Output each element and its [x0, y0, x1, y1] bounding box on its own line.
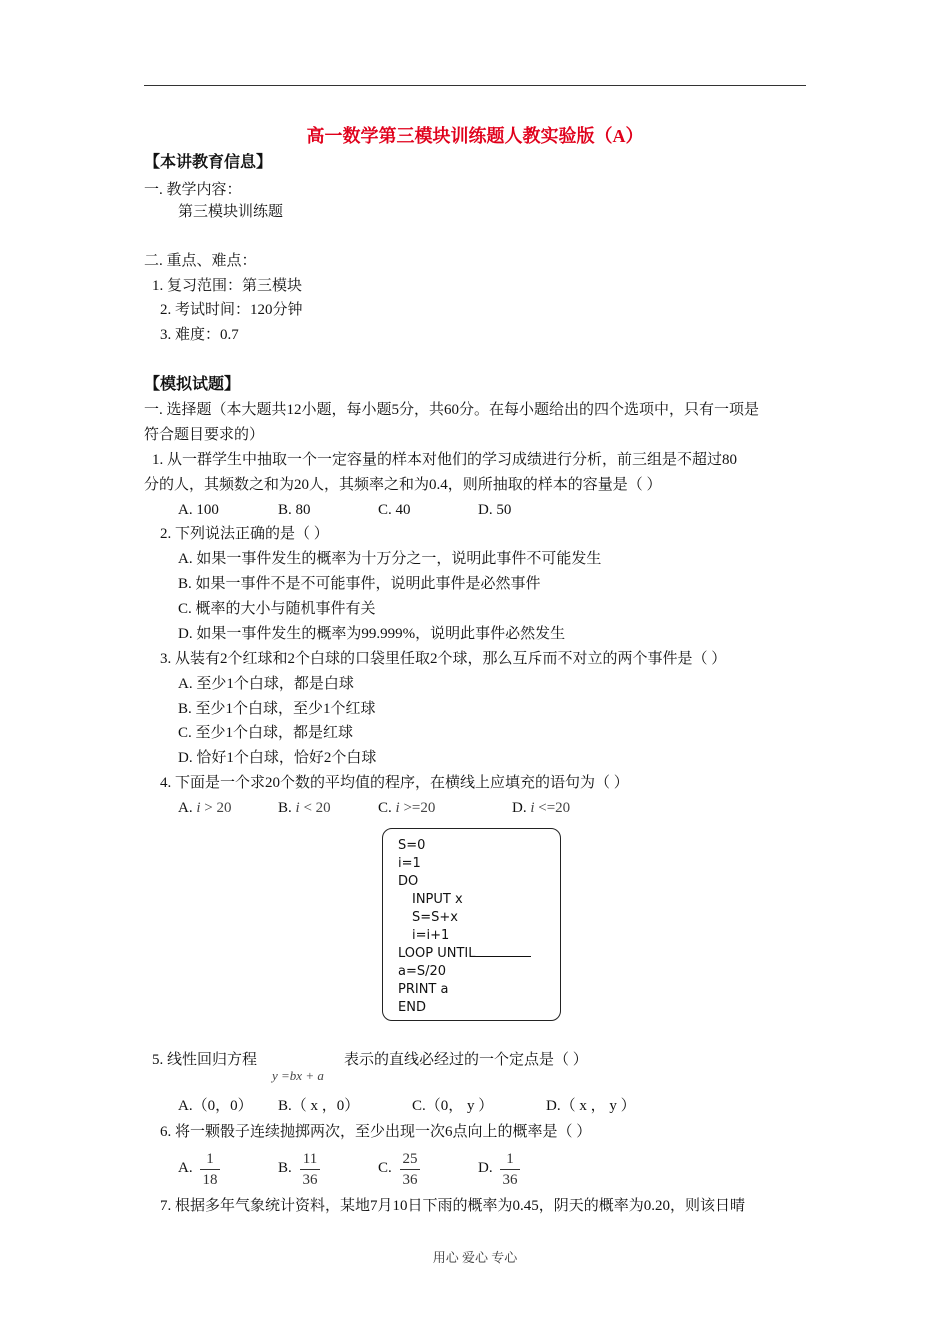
q6-option-c-fraction: [398, 1150, 422, 1189]
header-rule: [144, 85, 806, 86]
q6-option-a-label: A.: [178, 1160, 193, 1176]
q1-option-a: A. 100: [178, 502, 219, 518]
key-heading: 二. 重点、难点：: [144, 253, 257, 269]
q3-option-c: C. 至少1个白球，都是红球: [178, 725, 354, 741]
section-info-heading: 【本讲教育信息】: [144, 154, 273, 171]
q6-stem: 6. 将一颗骰子连续抛掷两次，至少出现一次6点向上的概率是（ ）: [160, 1124, 592, 1140]
q3-option-a: A. 至少1个白球，都是白球: [178, 676, 354, 692]
section-test-heading: 【模拟试题】: [144, 376, 241, 393]
q6-option-c-label: C.: [378, 1160, 392, 1176]
q6-b-denominator: 36: [302, 1172, 318, 1188]
q5-option-a: A.（0，0）: [178, 1098, 253, 1114]
content-heading: 一. 教学内容：: [144, 182, 242, 198]
q1-option-b: B. 80: [278, 502, 311, 518]
choice-intro-line-1: 一. 选择题（本大题共12小题，每小题5分，共60分。在每小题给出的四个选项中，只有一项是: [144, 402, 760, 418]
q4-option-c: [378, 798, 435, 818]
q6-option-d-label: D.: [478, 1160, 493, 1176]
q4-option-a-rest: > 20: [200, 800, 232, 816]
q1-option-c: C. 40: [378, 502, 411, 518]
q6-d-denominator: 36: [502, 1172, 518, 1188]
q4-option-a-label: A.: [178, 800, 193, 816]
fraction-bar: [500, 1169, 520, 1170]
program-line-9: PRINT a: [398, 982, 449, 997]
q6-b-numerator: 11: [302, 1151, 318, 1167]
program-line-5: S=S+x: [412, 910, 458, 925]
q6-c-denominator: 36: [402, 1172, 418, 1188]
program-line-10: END: [398, 1000, 426, 1015]
q1-option-d: D. 50: [478, 502, 512, 518]
q1-stem-line-2: 分的人，其频数之和为20人，其频率之和为0.4，则所抽取的样本的容量是（ ）: [144, 477, 662, 493]
q3-option-d: D. 恰好1个白球，恰好2个白球: [178, 750, 377, 766]
q2-option-a: A. 如果一事件发生的概率为十万分之一，说明此事件不可能发生: [178, 551, 602, 567]
q6-option-b-label: B.: [278, 1160, 292, 1176]
q5-equation: y =bx + a: [272, 1068, 324, 1083]
fraction-bar: [300, 1169, 320, 1170]
q4-option-d-rest: <=20: [534, 800, 571, 816]
document-title: 高一数学第三模块训练题人教实验版（A）: [306, 126, 644, 146]
q6-a-numerator: 1: [206, 1151, 214, 1167]
q4-option-d-var: i: [530, 800, 535, 816]
q6-option-b-fraction: [298, 1150, 322, 1189]
q4-option-c-var: i: [395, 800, 400, 816]
q6-option-d-fraction: [498, 1150, 522, 1189]
q4-option-c-label: C.: [378, 800, 392, 816]
page-footer: 用心 爱心 专心: [432, 1250, 518, 1265]
q2-option-b: B. 如果一事件不是不可能事件，说明此事件是必然事件: [178, 576, 541, 592]
q4-option-b-rest: < 20: [299, 800, 331, 816]
q7-stem: 7. 根据多年气象统计资料，某地7月10日下雨的概率为0.45，阴天的概率为0.20，则该日晴: [160, 1198, 746, 1214]
q2-option-d: D. 如果一事件发生的概率为99.999%，说明此事件必然发生: [178, 626, 566, 642]
program-loop-until: LOOP UNTIL: [398, 946, 476, 961]
q6-a-denominator: 18: [202, 1172, 218, 1188]
q6-d-numerator: 1: [506, 1151, 514, 1167]
q4-stem: 4. 下面是一个求20个数的平均值的程序，在横线上应填充的语句为（ ）: [160, 775, 629, 791]
key-item-2: 2. 考试时间：120分钟: [160, 302, 303, 318]
q5-stem-right: 表示的直线必经过的一个定点是（ ）: [344, 1052, 588, 1068]
q4-option-c-rest: >=20: [399, 800, 436, 816]
q5-option-b: B.（ x ，0）: [278, 1098, 360, 1114]
q6-option-a-fraction: [198, 1150, 222, 1189]
q5-option-d: D.（ x ， y ）: [546, 1098, 636, 1114]
program-line-3: DO: [398, 874, 419, 889]
choice-intro-line-2: 符合题目要求的）: [144, 427, 265, 443]
q4-option-a-var: i: [196, 800, 201, 816]
q1-stem-line-1: 1. 从一群学生中抽取一个一定容量的样本对他们的学习成绩进行分析，前三组是不超过80: [152, 452, 738, 468]
key-item-3: 3. 难度：0.7: [160, 327, 239, 343]
q4-option-b-var: i: [295, 800, 300, 816]
q4-option-b: [278, 798, 331, 818]
program-line-6: i=i+1: [412, 928, 450, 943]
q5-stem-left: 5. 线性回归方程: [152, 1052, 258, 1068]
q4-option-b-label: B.: [278, 800, 292, 816]
q2-stem: 2. 下列说法正确的是（ ）: [160, 526, 329, 542]
q5-option-c: C.（0， y ）: [412, 1098, 494, 1114]
fraction-bar: [200, 1169, 220, 1170]
q4-option-a: [178, 798, 231, 818]
q4-option-d: [512, 798, 570, 818]
content-text: 第三模块训练题: [178, 204, 284, 220]
program-line-4: INPUT x: [412, 892, 463, 907]
fraction-bar: [400, 1169, 420, 1170]
q3-option-b: B. 至少1个白球，至少1个红球: [178, 701, 376, 717]
q6-c-numerator: 25: [402, 1151, 418, 1167]
program-line-8: a=S/20: [398, 964, 447, 979]
program-line-2: i=1: [398, 856, 421, 871]
program-line-1: S=0: [398, 838, 426, 853]
key-item-1: 1. 复习范围：第三模块: [152, 278, 303, 294]
program-line-7: [398, 945, 531, 963]
q2-option-c: C. 概率的大小与随机事件有关: [178, 601, 376, 617]
q4-option-d-label: D.: [512, 800, 527, 816]
fill-in-blank: [475, 946, 531, 957]
q3-stem: 3. 从装有2个红球和2个白球的口袋里任取2个球，那么互斥而不对立的两个事件是（ ）: [160, 651, 727, 667]
